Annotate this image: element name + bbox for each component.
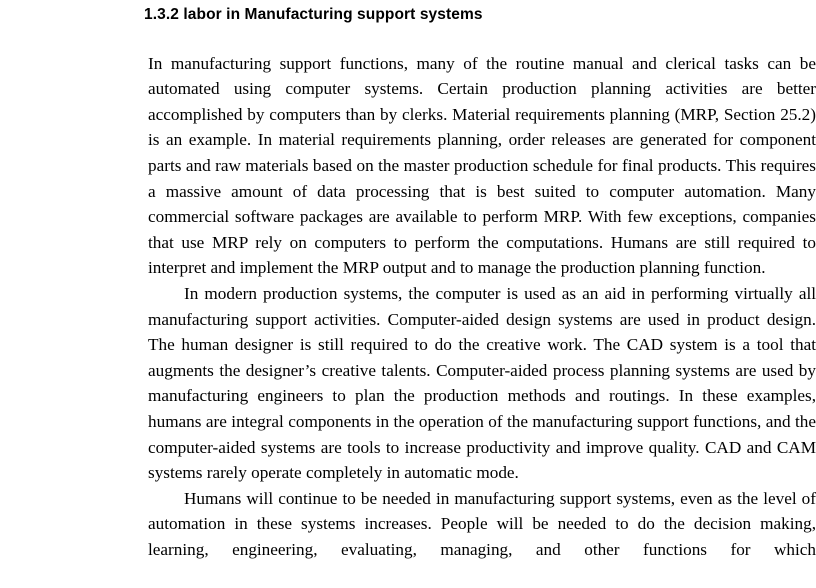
body-text-block [148,51,816,588]
document-page [0,6,816,559]
paragraph-1: In manufacturing support functions, many of the routine manual and clerical tasks can be automated using computer systems. Certain production planning activities are better accomplished by computers than by clerks. Material requirements planning (MRP, Section 25.2) is an example. In material requirements planning, order releases are generated for component parts and raw materials based on the master production schedule for final products. This requires a massive amount of data processing that is best suited to computer automation. Many commercial software packages are available to perform MRP. With few exceptions, companies that use MRP rely on computers to perform the computations. Humans are still required to interpret and implement the MRP output and to manage the production planning function. [148,53,816,278]
section-heading: 1.3.2 labor in Manufacturing support systems [144,6,483,23]
paragraph-3: Humans will continue to be needed in manufacturing support systems, even as the level of automation in these systems increases. People will be needed to do the decision making, learning, engineering, evaluating, managing, and other functions for which [148,488,816,559]
paragraph-2: In modern production systems, the computer is used as an aid in performing virtually all manufacturing support activities. Computer-aided design systems are used in product design. The human designer is still required to do the creative work. The CAD system is a tool that augments the designer’s creative talents. Computer-aided process planning systems are used by manufacturing engineers to plan the production methods and routings. In these examples, humans are integral components in the operation of the manufacturing support functions, and the computer-aided systems are tools to increase productivity and improve quality. CAD and CAM systems rarely operate completely in automatic mode. [148,283,816,483]
